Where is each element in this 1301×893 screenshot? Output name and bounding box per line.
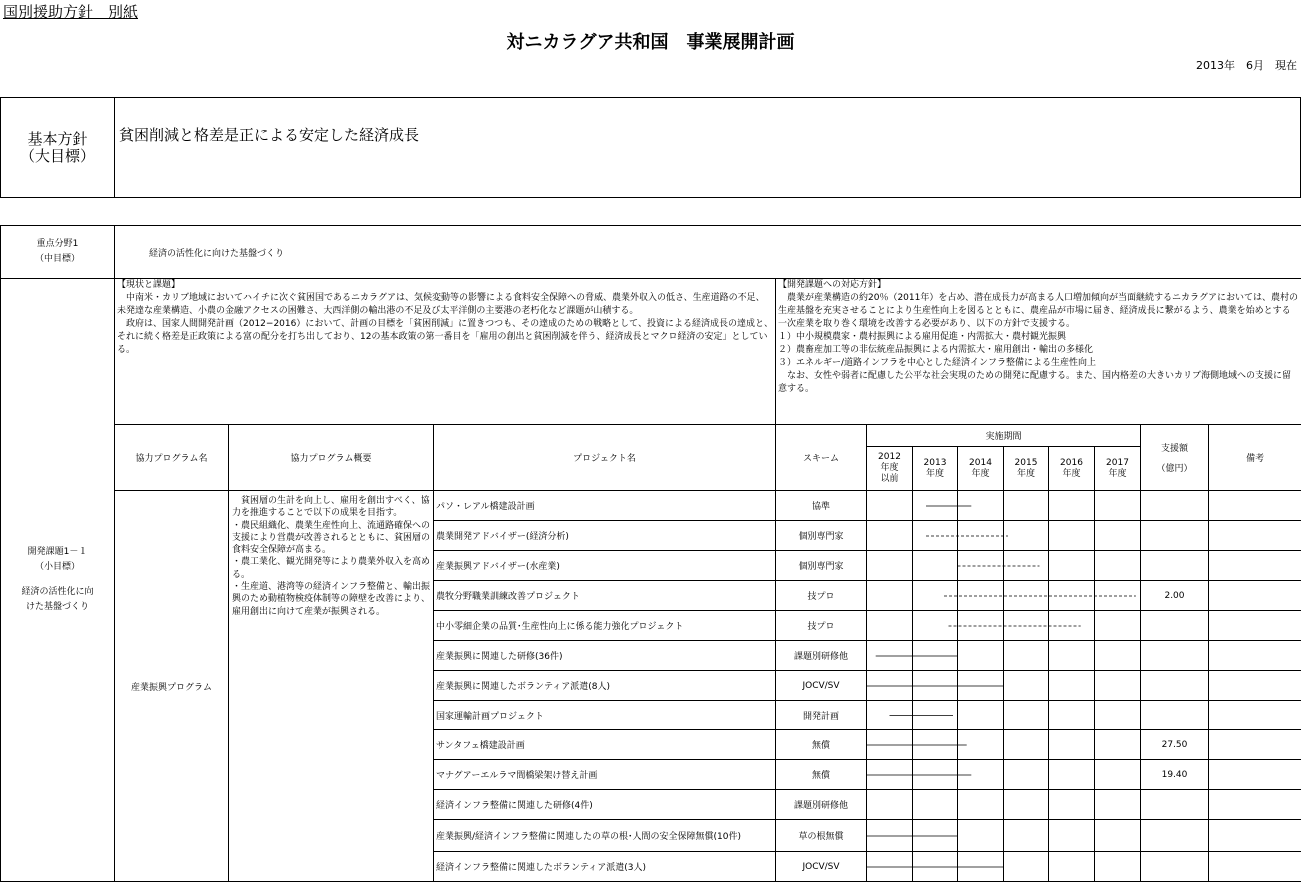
period-cell bbox=[1049, 581, 1095, 611]
period-cell bbox=[1049, 491, 1095, 521]
basic-policy-label bbox=[1, 98, 115, 198]
header-year-0-line3: 以前 bbox=[880, 474, 899, 484]
project-name: 産業振興に関連した研修(36件) bbox=[434, 641, 776, 671]
header-year-4-line2: 年度 bbox=[1062, 468, 1081, 479]
header-year-2-line1: 2014 bbox=[969, 457, 992, 468]
project-remarks bbox=[1209, 671, 1301, 701]
period-cell bbox=[913, 790, 958, 820]
project-scheme: 個別専門家 bbox=[776, 551, 867, 581]
project-name: 産業振興/経済インフラ整備に関連したの草の根･人間の安全保障無償(10件) bbox=[434, 820, 776, 852]
period-cell bbox=[867, 820, 913, 852]
header-year-3-line2: 年度 bbox=[1016, 468, 1035, 479]
header-project-name: プロジェクト名 bbox=[434, 425, 776, 491]
period-cell bbox=[913, 641, 958, 671]
header-remarks: 備考 bbox=[1209, 425, 1301, 491]
period-cell bbox=[1004, 671, 1049, 701]
header-year-5-line1: 2017 bbox=[1106, 457, 1129, 468]
period-cell bbox=[1095, 820, 1141, 852]
response-policy-item1: １）中小規模農家・農村振興による雇用促進・内需拡大・農村観光振興 bbox=[778, 332, 1067, 342]
header-year-4-line1: 2016 bbox=[1060, 457, 1083, 468]
project-amount bbox=[1141, 551, 1209, 581]
period-cell bbox=[1095, 671, 1141, 701]
project-name: 経済インフラ整備に関連したボランティア派遣(3人) bbox=[434, 852, 776, 882]
header-period: 実施期間 bbox=[867, 425, 1141, 447]
response-policy-cell bbox=[776, 279, 1301, 425]
project-amount: 27.50 bbox=[1141, 730, 1209, 760]
period-cell bbox=[867, 790, 913, 820]
basic-policy-label-line1: 基本方針 bbox=[27, 129, 88, 148]
period-cell bbox=[867, 852, 913, 882]
period-cell bbox=[958, 701, 1004, 730]
period-cell bbox=[913, 611, 958, 641]
header-year-0-line2: 年度 bbox=[880, 463, 899, 473]
page-title: 対ニカラグア共和国 事業展開計画 bbox=[506, 32, 795, 53]
period-cell bbox=[1095, 551, 1141, 581]
period-cell bbox=[913, 701, 958, 730]
project-amount bbox=[1141, 671, 1209, 701]
period-cell bbox=[958, 760, 1004, 790]
header-year-2 bbox=[958, 447, 1004, 491]
period-cell bbox=[1095, 581, 1141, 611]
period-cell bbox=[1049, 671, 1095, 701]
dev-issue-label bbox=[1, 279, 115, 882]
header-year-2-line2: 年度 bbox=[971, 468, 990, 479]
header-year-4 bbox=[1049, 447, 1095, 491]
period-cell bbox=[958, 581, 1004, 611]
header-year-1 bbox=[913, 447, 958, 491]
header-year-0-line1: 2012 bbox=[878, 452, 901, 462]
project-scheme: 課題別研修他 bbox=[776, 790, 867, 820]
header-year-0 bbox=[867, 447, 913, 491]
project-scheme: 無償 bbox=[776, 730, 867, 760]
dev-issue-label-line4: けた基盤づくり bbox=[25, 602, 89, 612]
period-cell bbox=[867, 701, 913, 730]
project-name: 農業開発アドバイザー(経済分析) bbox=[434, 521, 776, 551]
document-label: 国別援助方針 別紙 bbox=[3, 3, 139, 21]
basic-policy-text: 貧困削減と格差是正による安定した経済成長 bbox=[115, 98, 1301, 198]
project-name: 農牧分野職業訓練改善プロジェクト bbox=[434, 581, 776, 611]
period-cell bbox=[958, 820, 1004, 852]
program-summary bbox=[229, 491, 434, 882]
plan-table bbox=[0, 225, 1301, 882]
header-year-5 bbox=[1095, 447, 1141, 491]
period-cell bbox=[1049, 760, 1095, 790]
project-remarks bbox=[1209, 581, 1301, 611]
period-cell bbox=[867, 671, 913, 701]
project-scheme: 技プロ bbox=[776, 611, 867, 641]
period-cell bbox=[1095, 491, 1141, 521]
period-cell bbox=[913, 491, 958, 521]
period-cell bbox=[1004, 820, 1049, 852]
period-cell bbox=[1095, 611, 1141, 641]
period-cell bbox=[958, 730, 1004, 760]
period-cell bbox=[1049, 701, 1095, 730]
period-cell bbox=[1095, 730, 1141, 760]
period-cell bbox=[913, 551, 958, 581]
project-remarks bbox=[1209, 521, 1301, 551]
period-cell bbox=[1004, 730, 1049, 760]
period-cell bbox=[958, 852, 1004, 882]
period-cell bbox=[867, 611, 913, 641]
project-remarks bbox=[1209, 701, 1301, 730]
response-policy-para2: なお、女性や弱者に配慮した公平な社会実現のための開発に配慮する。また、国内格差の大きいカリブ海側地域への支援に留意する。 bbox=[778, 371, 1292, 394]
header-year-3-line1: 2015 bbox=[1014, 457, 1038, 468]
program-summary-b2: ・農工業化、観光開発等により農業外収入を高める。 bbox=[232, 557, 431, 580]
dev-issue-label-line3: 経済の活性化に向 bbox=[21, 587, 94, 597]
period-cell bbox=[958, 611, 1004, 641]
project-scheme: 課題別研修他 bbox=[776, 641, 867, 671]
period-cell bbox=[1004, 581, 1049, 611]
period-cell bbox=[867, 730, 913, 760]
as-of-date: 2013年 6月 現在 bbox=[1196, 59, 1297, 72]
basic-policy-label-line2: （大目標） bbox=[19, 146, 95, 165]
project-name: パソ・レアル橋建設計画 bbox=[434, 491, 776, 521]
period-cell bbox=[1049, 641, 1095, 671]
period-cell bbox=[1049, 611, 1095, 641]
dev-issue-label-line2: （小目標） bbox=[34, 562, 80, 572]
project-name: 中小零細企業の品質･生産性向上に係る能力強化プロジェクト bbox=[434, 611, 776, 641]
program-summary-b1: ・農民組織化、農業生産性向上、流通路確保への支援により営農が改善されるとともに、貧困層の食料安全保障が高まる。 bbox=[232, 520, 431, 556]
project-name: 産業振興アドバイザー(水産業) bbox=[434, 551, 776, 581]
period-cell bbox=[1004, 641, 1049, 671]
project-amount bbox=[1141, 820, 1209, 852]
period-cell bbox=[958, 790, 1004, 820]
program-summary-para: 貧困層の生計を向上し、雇用を創出すべく、協力を推進することで以下の成果を目指す。 bbox=[232, 496, 430, 519]
project-remarks bbox=[1209, 730, 1301, 760]
header-program-summary: 協力プログラム概要 bbox=[229, 425, 434, 491]
period-cell bbox=[1004, 790, 1049, 820]
period-cell bbox=[1095, 760, 1141, 790]
period-cell bbox=[1004, 760, 1049, 790]
project-scheme: 技プロ bbox=[776, 581, 867, 611]
period-cell bbox=[1004, 521, 1049, 551]
current-situation-para1: 中南米・カリブ地域においてハイチに次ぐ貧困国であるニカラグアは、気候変動等の影響による食料安全保障への脅威、農業外収入の低さ、生産道路の不足、未発達な産業構造、小農の金融アクセスの困難さ、大西洋側の輸出港の不足及び太平洋側の主要港の老朽化など課題が山積する。 bbox=[117, 293, 765, 316]
period-cell bbox=[1095, 790, 1141, 820]
project-scheme: 無償 bbox=[776, 760, 867, 790]
project-scheme: 個別専門家 bbox=[776, 521, 867, 551]
project-name: マナグアーエルラマ間橋梁架け替え計画 bbox=[434, 760, 776, 790]
project-row bbox=[1, 491, 1301, 521]
period-cell bbox=[867, 641, 913, 671]
period-cell bbox=[867, 760, 913, 790]
basic-policy-table bbox=[0, 97, 1301, 198]
header-amount-line2: （億円） bbox=[1156, 464, 1193, 474]
project-remarks bbox=[1209, 790, 1301, 820]
period-cell bbox=[1049, 790, 1095, 820]
period-cell bbox=[913, 852, 958, 882]
response-policy-item3: ３）エネルギー/道路インフラを中心とした経済インフラ整備による生産性向上 bbox=[778, 358, 1097, 368]
header-program-name: 協力プログラム名 bbox=[115, 425, 229, 491]
period-cell bbox=[1095, 701, 1141, 730]
period-cell bbox=[867, 581, 913, 611]
project-amount bbox=[1141, 790, 1209, 820]
header-year-1-line1: 2013 bbox=[923, 457, 947, 468]
period-cell bbox=[1095, 521, 1141, 551]
project-scheme: 開発計画 bbox=[776, 701, 867, 730]
current-situation-heading: 【現状と課題】 bbox=[117, 280, 181, 290]
project-remarks bbox=[1209, 491, 1301, 521]
project-remarks bbox=[1209, 760, 1301, 790]
period-cell bbox=[1049, 820, 1095, 852]
period-cell bbox=[1095, 641, 1141, 671]
header-scheme: スキーム bbox=[776, 425, 867, 491]
project-name: 経済インフラ整備に関連した研修(4件) bbox=[434, 790, 776, 820]
period-cell bbox=[1049, 521, 1095, 551]
period-cell bbox=[1004, 611, 1049, 641]
period-cell bbox=[913, 521, 958, 551]
dev-issue-label-line1: 開発課題1－１ bbox=[27, 547, 88, 557]
header-year-5-line2: 年度 bbox=[1108, 468, 1127, 479]
project-remarks bbox=[1209, 820, 1301, 852]
project-remarks bbox=[1209, 551, 1301, 581]
period-cell bbox=[958, 551, 1004, 581]
project-name: 国家運輸計画プロジェクト bbox=[434, 701, 776, 730]
period-cell bbox=[867, 551, 913, 581]
header-year-3 bbox=[1004, 447, 1049, 491]
period-cell bbox=[913, 820, 958, 852]
header-amount bbox=[1141, 425, 1209, 491]
project-amount bbox=[1141, 611, 1209, 641]
period-cell bbox=[958, 641, 1004, 671]
focus-area-label-line2: （中目標） bbox=[34, 254, 80, 264]
focus-area-label bbox=[1, 226, 115, 279]
project-remarks bbox=[1209, 641, 1301, 671]
period-cell bbox=[867, 521, 913, 551]
period-cell bbox=[913, 760, 958, 790]
current-situation-para2: 政府は、国家人間開発計画（2012−2016）において、計画の目標を「貧困削減」に置きつつも、その達成のための戦略として、投資による経済成長の達成と、それに続く格差是正政策による富の配分を打ち出しており、12の基本政策の第一番目を「雇用の創出と貧困削減を伴う、経済成長とマクロ経済の安定」としている。 bbox=[117, 319, 773, 355]
project-scheme: JOCV/SV bbox=[776, 671, 867, 701]
program-summary-b3: ・生産道、港湾等の経済インフラ整備と、輸出振興のため動植物検疫体制等の障壁を改善により、雇用創出に向けて産業が振興される。 bbox=[232, 582, 431, 617]
response-policy-item2: ２）農畜産加工等の非伝統産品振興による内需拡大・雇用創出・輸出の多様化 bbox=[778, 345, 1094, 355]
project-amount bbox=[1141, 701, 1209, 730]
header-amount-line1: 支援額 bbox=[1160, 444, 1188, 454]
project-scheme: 草の根無償 bbox=[776, 820, 867, 852]
period-cell bbox=[1049, 852, 1095, 882]
period-cell bbox=[867, 491, 913, 521]
project-amount bbox=[1141, 852, 1209, 882]
header-year-1-line2: 年度 bbox=[925, 468, 944, 479]
project-amount bbox=[1141, 521, 1209, 551]
period-cell bbox=[1049, 551, 1095, 581]
project-remarks bbox=[1209, 611, 1301, 641]
period-cell bbox=[913, 581, 958, 611]
period-cell bbox=[1004, 852, 1049, 882]
period-cell bbox=[1004, 701, 1049, 730]
period-cell bbox=[913, 671, 958, 701]
period-cell bbox=[958, 671, 1004, 701]
project-name: 産業振興に関連したボランティア派遣(8人) bbox=[434, 671, 776, 701]
project-scheme: 協準 bbox=[776, 491, 867, 521]
project-name: サンタフェ橋建設計画 bbox=[434, 730, 776, 760]
period-cell bbox=[1095, 852, 1141, 882]
period-cell bbox=[913, 730, 958, 760]
project-scheme: JOCV/SV bbox=[776, 852, 867, 882]
project-amount: 19.40 bbox=[1141, 760, 1209, 790]
response-policy-para1: 農業が産業構造の約20％（2011年）を占め、潜在成長力が高まる人口増加傾向が当面継続するニカラグアにおいては、農村の生産基盤を充実させることにより生産性向上を図るとともに、農産品が市場に届き、経済成長に繋がるよう、農業を始めとする一次産業を取り巻く環境を改善する必要があり、以下の方針で支援する。 bbox=[778, 293, 1298, 329]
project-remarks bbox=[1209, 852, 1301, 882]
project-amount: 2.00 bbox=[1141, 581, 1209, 611]
period-cell bbox=[958, 521, 1004, 551]
project-amount bbox=[1141, 641, 1209, 671]
focus-area-label-line1: 重点分野1 bbox=[36, 239, 79, 249]
period-cell bbox=[958, 491, 1004, 521]
period-cell bbox=[1049, 730, 1095, 760]
program-name: 産業振興プログラム bbox=[115, 491, 229, 882]
response-policy-heading: 【開発課題への対応方針】 bbox=[778, 280, 887, 290]
period-cell bbox=[1004, 551, 1049, 581]
current-situation-cell bbox=[115, 279, 776, 425]
project-amount bbox=[1141, 491, 1209, 521]
period-cell bbox=[1004, 491, 1049, 521]
focus-area-text: 経済の活性化に向けた基盤づくり bbox=[115, 226, 1301, 279]
